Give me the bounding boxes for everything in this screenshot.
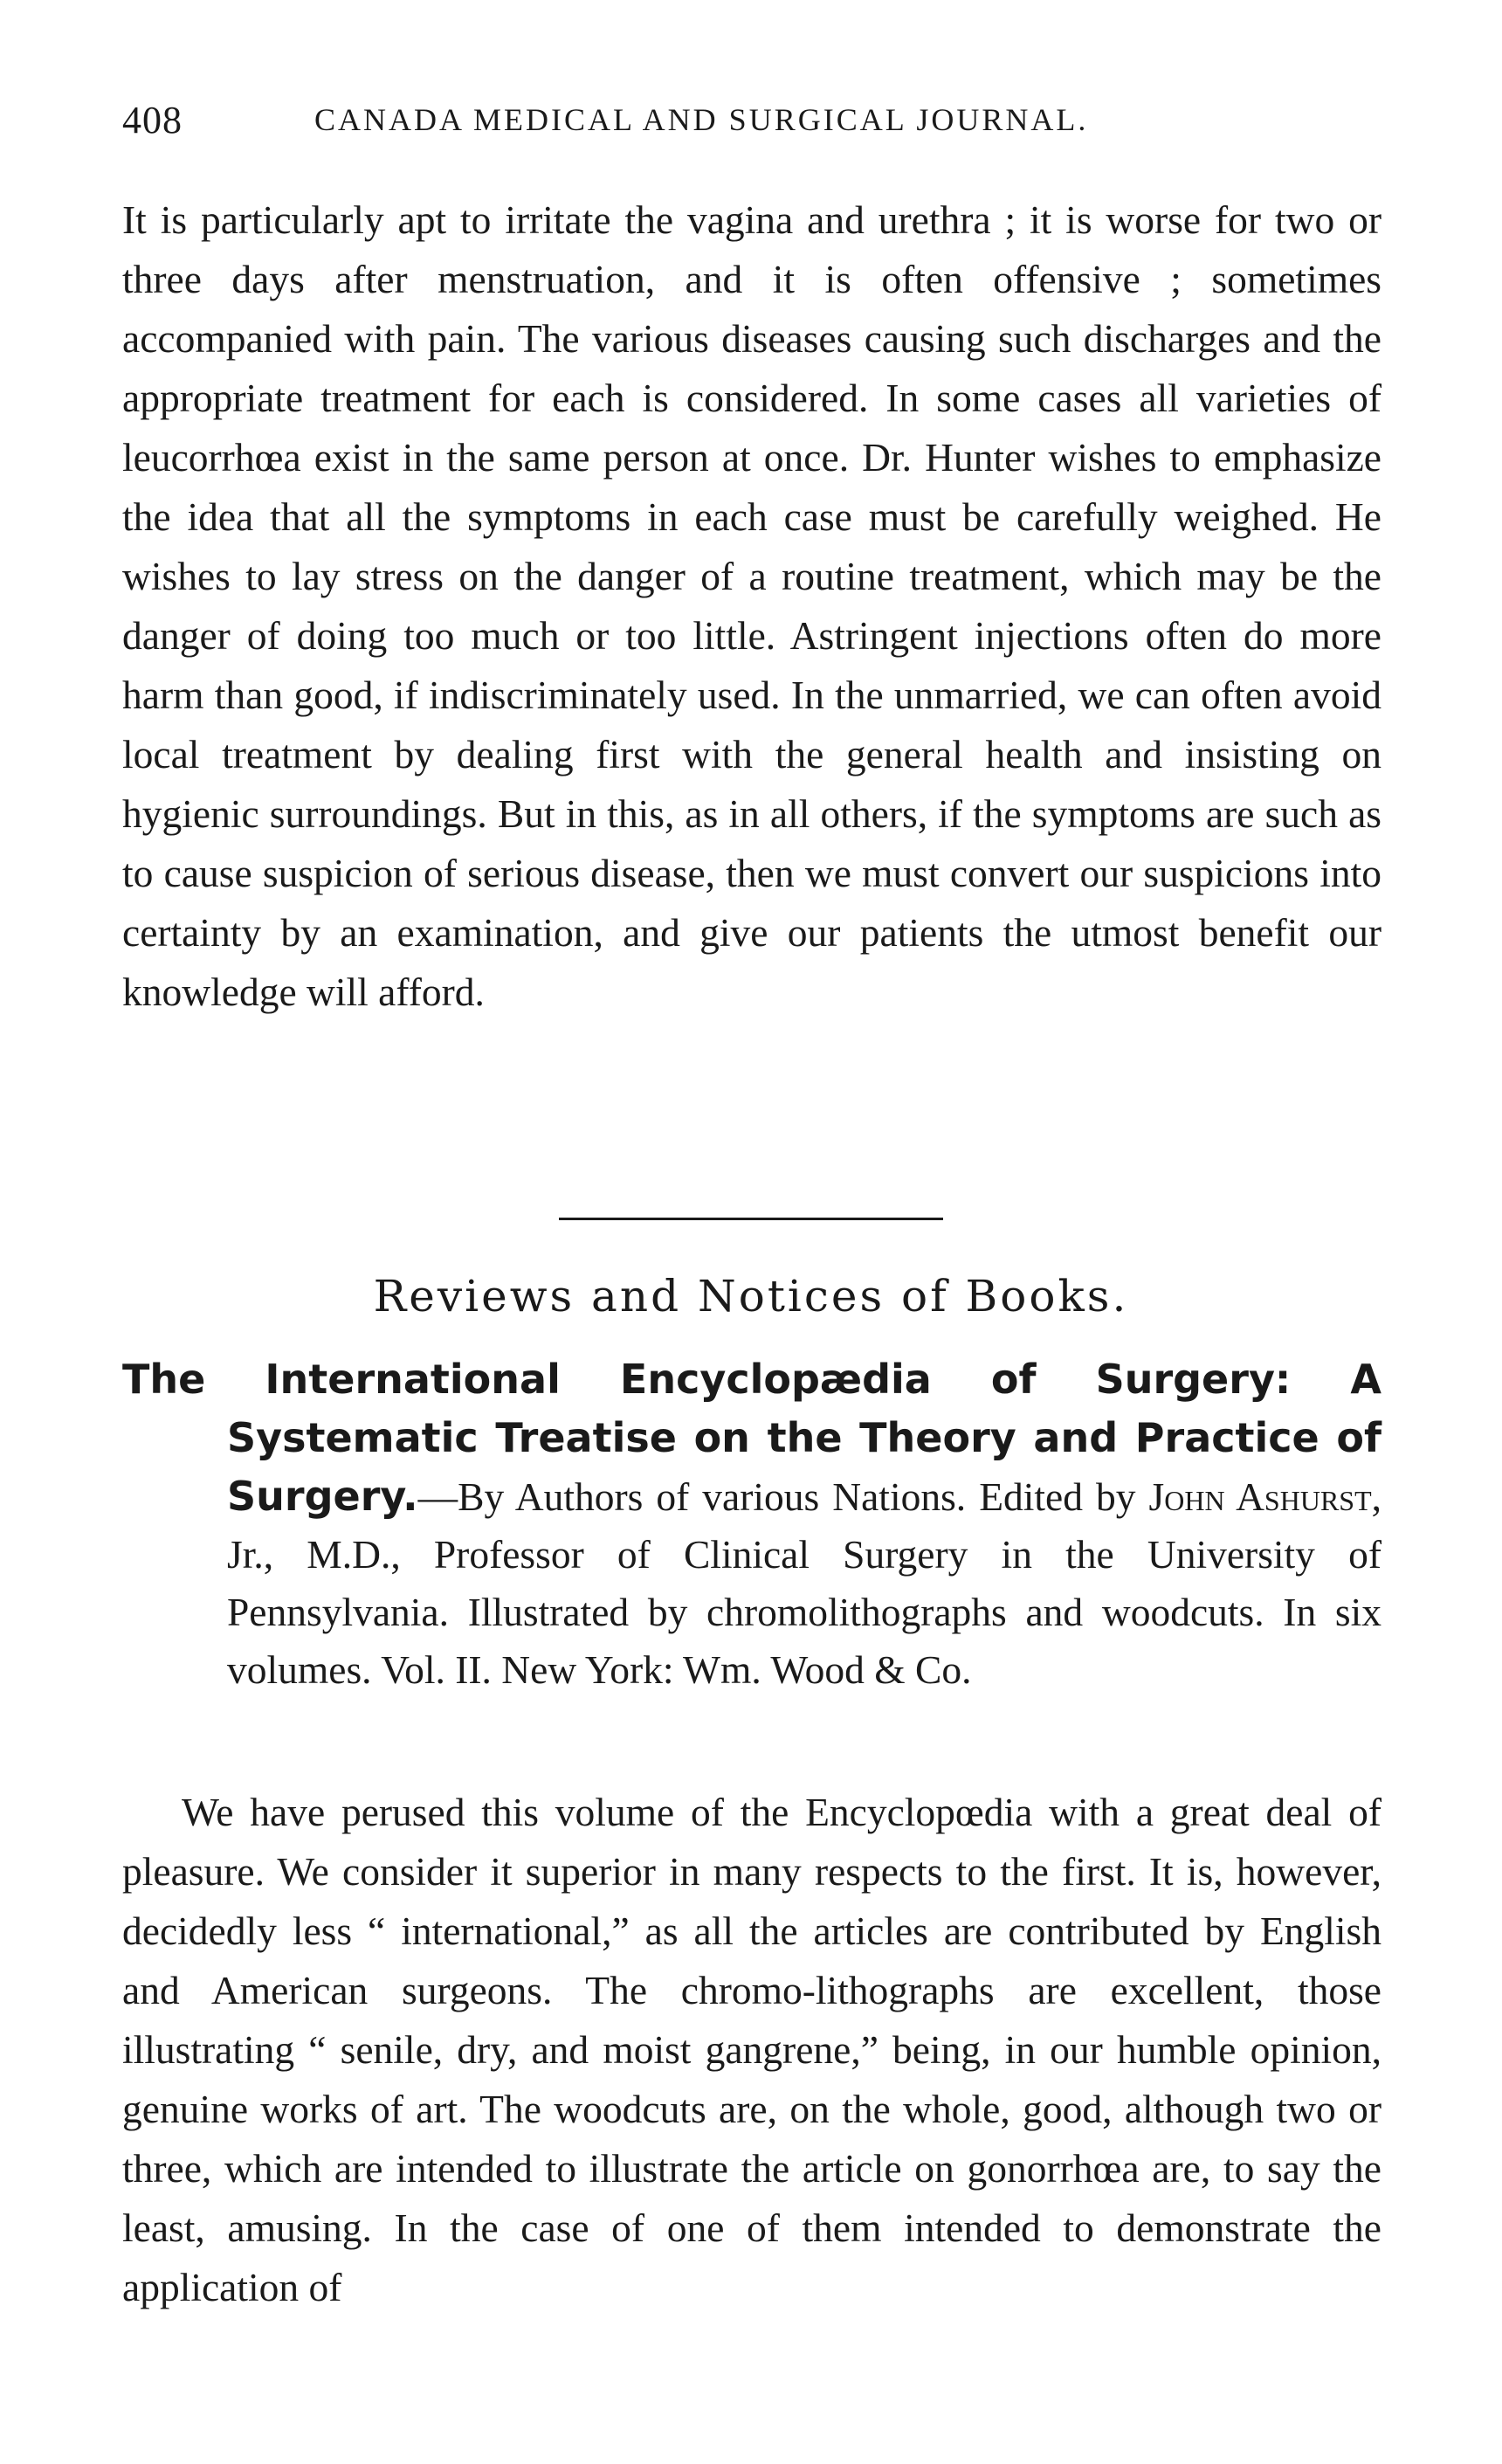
body-paragraph: It is particularly apt to irritate the vagina and urethra ; it is worse for two or three days after menstruation, and it is often offensive ; sometimes accompanied with pain. The various diseases causing such discharges and the appropriate treatment for each is considered. In some cases all varieties of leucorrhœa exist in the same person at once. Dr. Hunter wishes to emphasize the idea that all the symptoms in each case must be carefully weighed. He wishes to lay stress on the danger of a routine treatment, which may be the danger of doing too much or too little. Astringent injections often do more harm than good, if indiscriminately used. In the unmarried, we can often avoid local treatment by dealing first with the general health and insisting on hygienic surroundings. But in this, as in all others, if the symptoms are such as to cause suspicion of serious disease, then we must convert our suspicions into certainty by an examination, and give our patients the utmost benefit our knowledge will afford.: [122, 197, 1381, 1014]
review-body: [122, 1783, 1381, 2317]
editor-name: John Ashurst: [1148, 1474, 1372, 1519]
article-body: [122, 190, 1381, 1022]
section-heading: Reviews and Notices of Books.: [373, 1271, 1129, 1322]
journal-title: CANADA MEDICAL AND SURGICAL JOURNAL.: [314, 102, 1089, 137]
book-citation: [122, 1350, 1381, 1699]
book-details: , Jr., M.D., Professor of Clinical Surgery in the University of Pennsylvania. Illustrated by chromolithographs and woodcuts. In six volumes. Vol. II. New York: Wm. Wood & Co.: [227, 1474, 1382, 1692]
review-paragraph: We have perused this volume of the Encyclopœdia with a great deal of pleasure. We consider it superior in many respects to the first. It is, however, decidedly less “ international,” as all the articles are contributed by English and American surgeons. The chromo-lithographs are excellent, those illustrating “ senile, dry, and moist gangrene,” being, in our humble opinion, genuine works of art. The woodcuts are, on the whole, good, although two or three, which are intended to illustrate the article on gonorrhœa are, to say the least, amusing. In the case of one of them intended to demonstrate the application of: [122, 1790, 1381, 2309]
page-number: 408: [122, 99, 183, 141]
section-divider: [559, 1218, 943, 1220]
book-title: The International Encyclopædia of Surgery: A Systematic Treatise on the Theory and Practice of Surgery.: [122, 1356, 1381, 1520]
book-byline: —By Authors of various Nations. Edited by: [417, 1474, 1136, 1519]
